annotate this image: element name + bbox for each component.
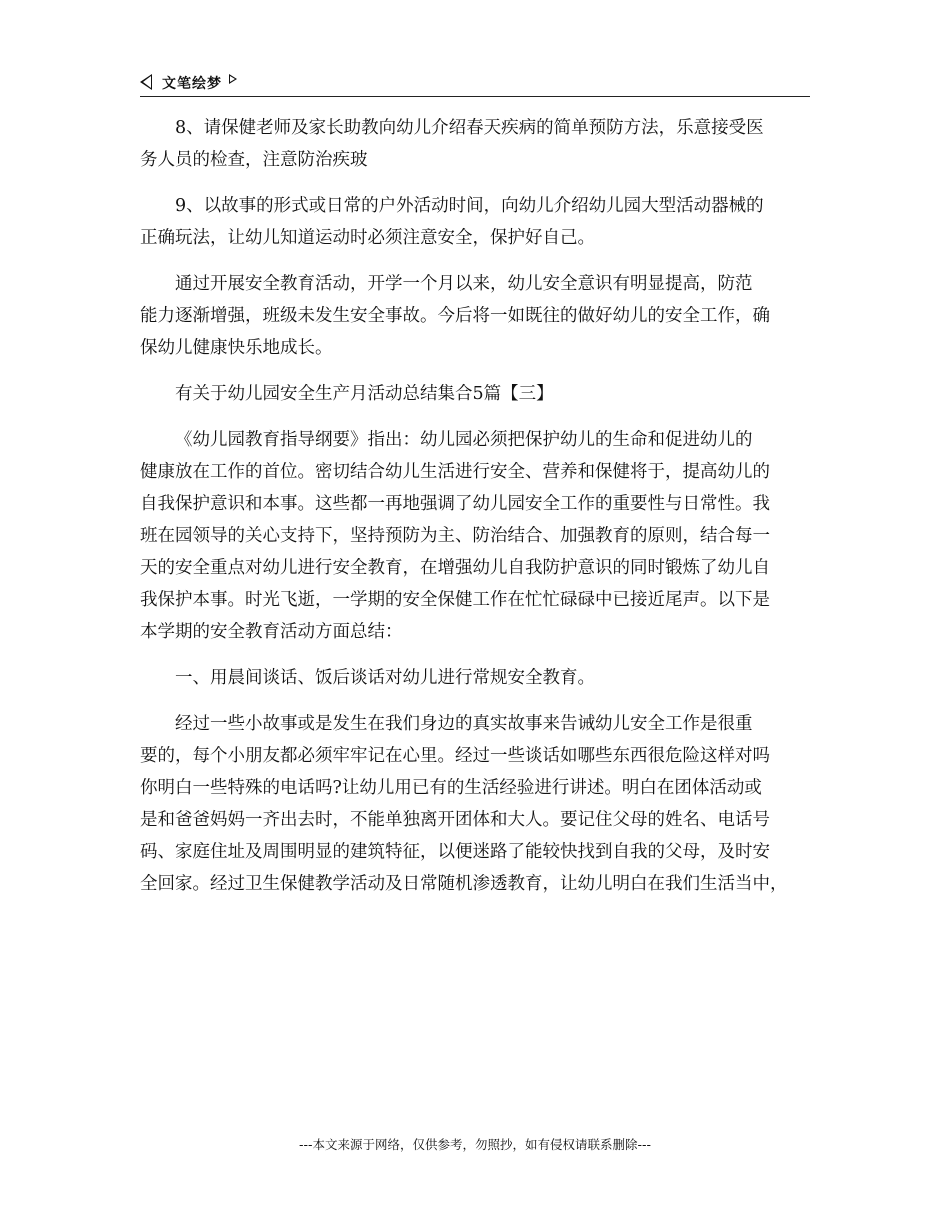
text-line: 我保护本事。时光飞逝，一学期的安全保健工作在忙忙碌碌中已接近尾声。以下是 [140,590,770,610]
text-line: 《幼儿园教育指导纲要》指出：幼儿园必须把保护幼儿的生命和促进幼儿的 [175,430,753,450]
left-triangle-icon [140,74,152,90]
text-line: 是和爸爸妈妈一齐出去时，不能单独离开团体和大人。要记住父母的姓名、电话号 [140,810,770,830]
paragraph-item-8 [140,112,810,176]
paragraph-guideline [140,424,810,648]
text-line: 全回家。经过卫生保健教学活动及日常随机渗透教育，让幼儿明白在我们生活当中， [140,874,788,894]
header-rule [140,96,810,97]
text-line: 自我保护意识和本事。这些都一再地强调了幼儿园安全工作的重要性与日常性。我 [140,494,770,514]
right-triangle-icon [229,74,237,84]
paragraph-stories [140,708,810,900]
text-line: 码、家庭住址及周围明显的建筑特征，以便迷路了能较快找到自我的父母，及时安 [140,842,770,862]
paragraph-item-9 [140,190,810,254]
text-line: 班在园领导的关心支持下，坚持预防为主、防治结合、加强教育的原则，结合每一 [140,526,770,546]
text-line: 天的安全重点对幼儿进行安全教育，在增强幼儿自我防护意识的同时锻炼了幼儿自 [140,558,770,578]
document-body [140,112,810,900]
header-brand: 文笔绘梦 [162,76,222,92]
heading-text: 一、用晨间谈话、饭后谈话对幼儿进行常规安全教育。 [175,668,595,688]
footer-notice: ---本文来源于网络，仅供参考，勿照抄，如有侵权请联系删除--- [298,1137,652,1152]
text-line: 保幼儿健康快乐地成长。 [140,338,333,358]
heading-text: 有关于幼儿园安全生产月活动总结集合5篇【三】 [175,384,554,404]
page-header [140,70,810,96]
section-heading [140,378,810,410]
text-line: 通过开展安全教育活动，开学一个月以来，幼儿安全意识有明显提高，防范 [175,274,753,294]
text-line: 能力逐渐增强，班级未发生安全事故。今后将一如既往的做好幼儿的安全工作，确 [140,306,770,326]
paragraph-conclusion [140,268,810,364]
subsection-heading [140,662,810,694]
text-line: 要的，每个小朋友都必须牢牢记在心里。经过一些谈话如哪些东西很危险这样对吗 [140,746,770,766]
text-line: 本学期的安全教育活动方面总结： [140,622,403,642]
text-line: 9、以故事的形式或日常的户外活动时间，向幼儿介绍幼儿园大型活动器械的 [175,196,764,216]
text-line: 你明白一些特殊的电话吗?让幼儿用已有的生活经验进行讲述。明白在团体活动或 [140,778,762,798]
text-line: 经过一些小故事或是发生在我们身边的真实故事来告诫幼儿安全工作是很重 [175,714,753,734]
text-line: 8、请保健老师及家长助教向幼儿介绍春天疾病的简单预防方法，乐意接受医 [175,118,764,138]
text-line: 正确玩法，让幼儿知道运动时必须注意安全，保护好自己。 [140,228,595,248]
text-line: 健康放在工作的首位。密切结合幼儿生活进行安全、营养和保健将于，提高幼儿的 [140,462,770,482]
text-line: 务人员的检查，注意防治疾玻 [140,150,368,170]
